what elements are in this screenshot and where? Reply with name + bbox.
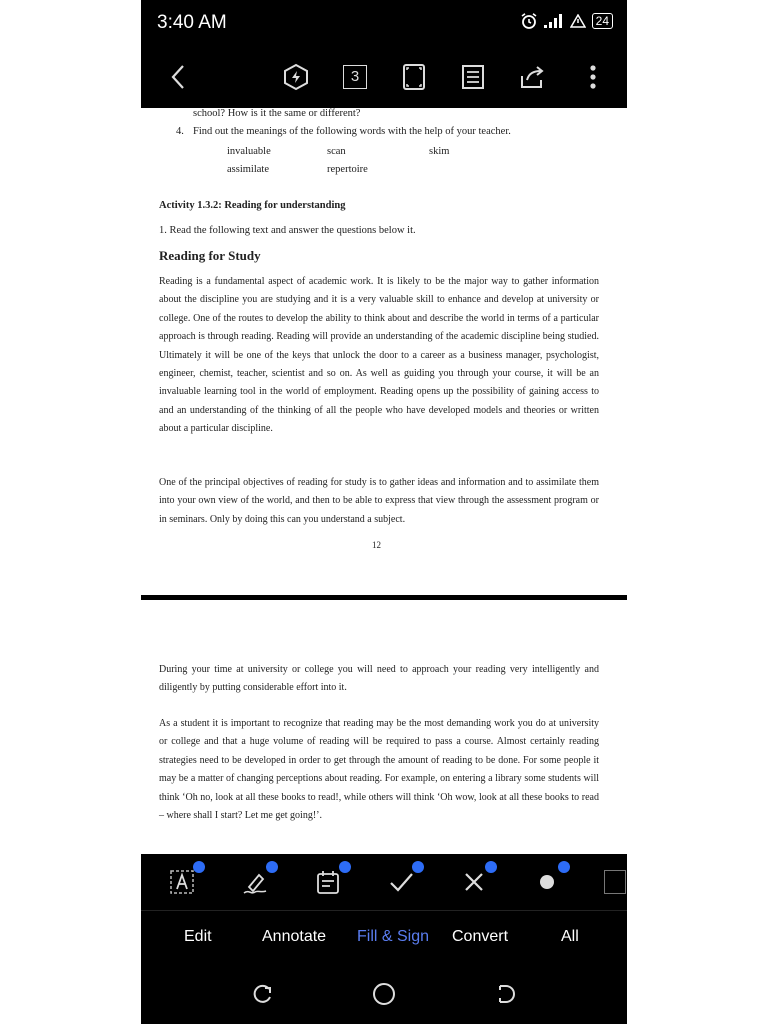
paragraph-principal-objectives: One of the principal objectives of reading for study is to gather ideas and information and to assimilate them into your own view of the world, and then to be able to express that view through the assessment program or in seminars. Only by doing this can you understand a subject. [159,477,599,525]
activity-heading: Activity 1.3.2: Reading for understanding [159,200,346,211]
word-invaluable: invaluable [227,146,271,157]
checkmark-tool[interactable] [387,868,415,896]
hexagon-bolt-icon [282,63,310,91]
page-count: 3 [343,65,367,89]
recent-apps-icon [252,983,274,1005]
more-tools-partial[interactable] [603,868,627,896]
signal-icon [544,14,564,28]
partial-tool-icon [604,870,626,894]
status-bar [141,0,627,46]
premium-badge [412,861,424,873]
tab-annotate[interactable]: Annotate [262,928,327,945]
word-skim: skim [429,146,450,157]
home-circle-icon [372,982,396,1006]
share-button[interactable] [518,62,548,92]
phone-screen [141,0,627,1024]
document-layout-icon [461,64,485,90]
tab-edit[interactable]: Edit [184,928,212,945]
word-assimilate: assimilate [227,164,269,175]
tab-all[interactable]: All [561,928,579,945]
more-vertical-icon [589,64,597,90]
smart-tools-button[interactable] [281,62,311,92]
pen-sign-icon [241,869,269,895]
cross-icon [463,871,485,893]
back-nav-icon [494,983,516,1005]
bottom-toolbar [141,854,627,1024]
warning-icon [570,14,586,28]
add-text-tool[interactable] [168,868,196,896]
cross-tool[interactable] [460,868,488,896]
tab-convert[interactable]: Convert [452,928,509,945]
premium-badge [266,861,278,873]
fullscreen-icon [402,63,426,91]
alarm-icon [520,12,538,30]
question-4-number: 4. [176,126,184,137]
dot-icon [539,874,555,890]
back-nav-button[interactable] [493,982,517,1006]
paragraph-during-your-time: During your time at university or college you will need to approach your reading very intelligently and diligently by putting considerable effort into it. [159,664,599,694]
signature-tool[interactable] [241,868,269,896]
status-icons [520,12,613,30]
premium-badge [485,861,497,873]
word-scan: scan [327,146,346,157]
paragraph-reading-fundamental: Reading is a fundamental aspect of academic work. It is likely to be the major way to gather information about the discipline you are studying and it is a very valuable skill to enhance and develop at university or college. One of the routes to develop the ability to think about and describe the world in terms of a particular approach is through reading. Reading will provide an understanding of the academic discipline being studied. Ultimately it will be one of the keys that unlock the door to a career as a business manager, psychologist, engineer, chemist, teacher, scientist and so on. As well as guiding you through your course, it will be an invaluable learning tool in the world of employment. Reading opens up the possibility of gaining access to and an understanding of the thinking of all the people who have developed models and theories or written about a particular discipline. [159,276,599,435]
paragraph-as-a-student: As a student it is important to recognize that reading may be the most demanding work you do at university or college and that a huge volume of reading will be required to pass a course. Almost certainly reading strategies need to be developed in order to get through the amount of reading to be done. For some people it may be a matter of changing perceptions about reading. For example, on entering a library some students will think ‘Oh no, look at all these books to read!, while others will think ‘Oh wow, look at all these books to read – where shall I start? Let me get going!’. [159,718,599,822]
status-time: 3:40 AM [157,12,227,33]
back-button[interactable] [163,62,193,92]
page-divider [141,595,627,600]
premium-badge [339,861,351,873]
top-toolbar [141,46,627,108]
form-tool[interactable] [314,868,342,896]
question-3-tail: school? How is it the same or different? [193,108,361,119]
more-options-button[interactable] [578,62,608,92]
home-button[interactable] [372,982,396,1006]
section-title: Reading for Study [159,248,261,263]
check-icon [388,871,414,893]
premium-badge [558,861,570,873]
premium-badge [193,861,205,873]
toolbar-separator [141,910,627,911]
chevron-left-icon [169,64,187,90]
page-count-button[interactable] [340,62,370,92]
share-icon [519,64,547,90]
instruction-text: 1. Read the following text and answer the questions below it. [159,225,416,236]
tab-fill-sign[interactable]: Fill & Sign [357,928,430,945]
reader-mode-button[interactable] [458,62,488,92]
battery-level: 24 [592,13,613,29]
document-viewer[interactable] [141,108,627,854]
text-box-icon [169,869,195,895]
form-fill-icon [315,869,341,895]
page-number: 12 [372,540,381,550]
recent-apps-button[interactable] [251,982,275,1006]
question-4-text: Find out the meanings of the following words with the help of your teacher. [193,126,511,137]
word-repertoire: repertoire [327,164,368,175]
fullscreen-button[interactable] [399,62,429,92]
dot-tool[interactable] [533,868,561,896]
